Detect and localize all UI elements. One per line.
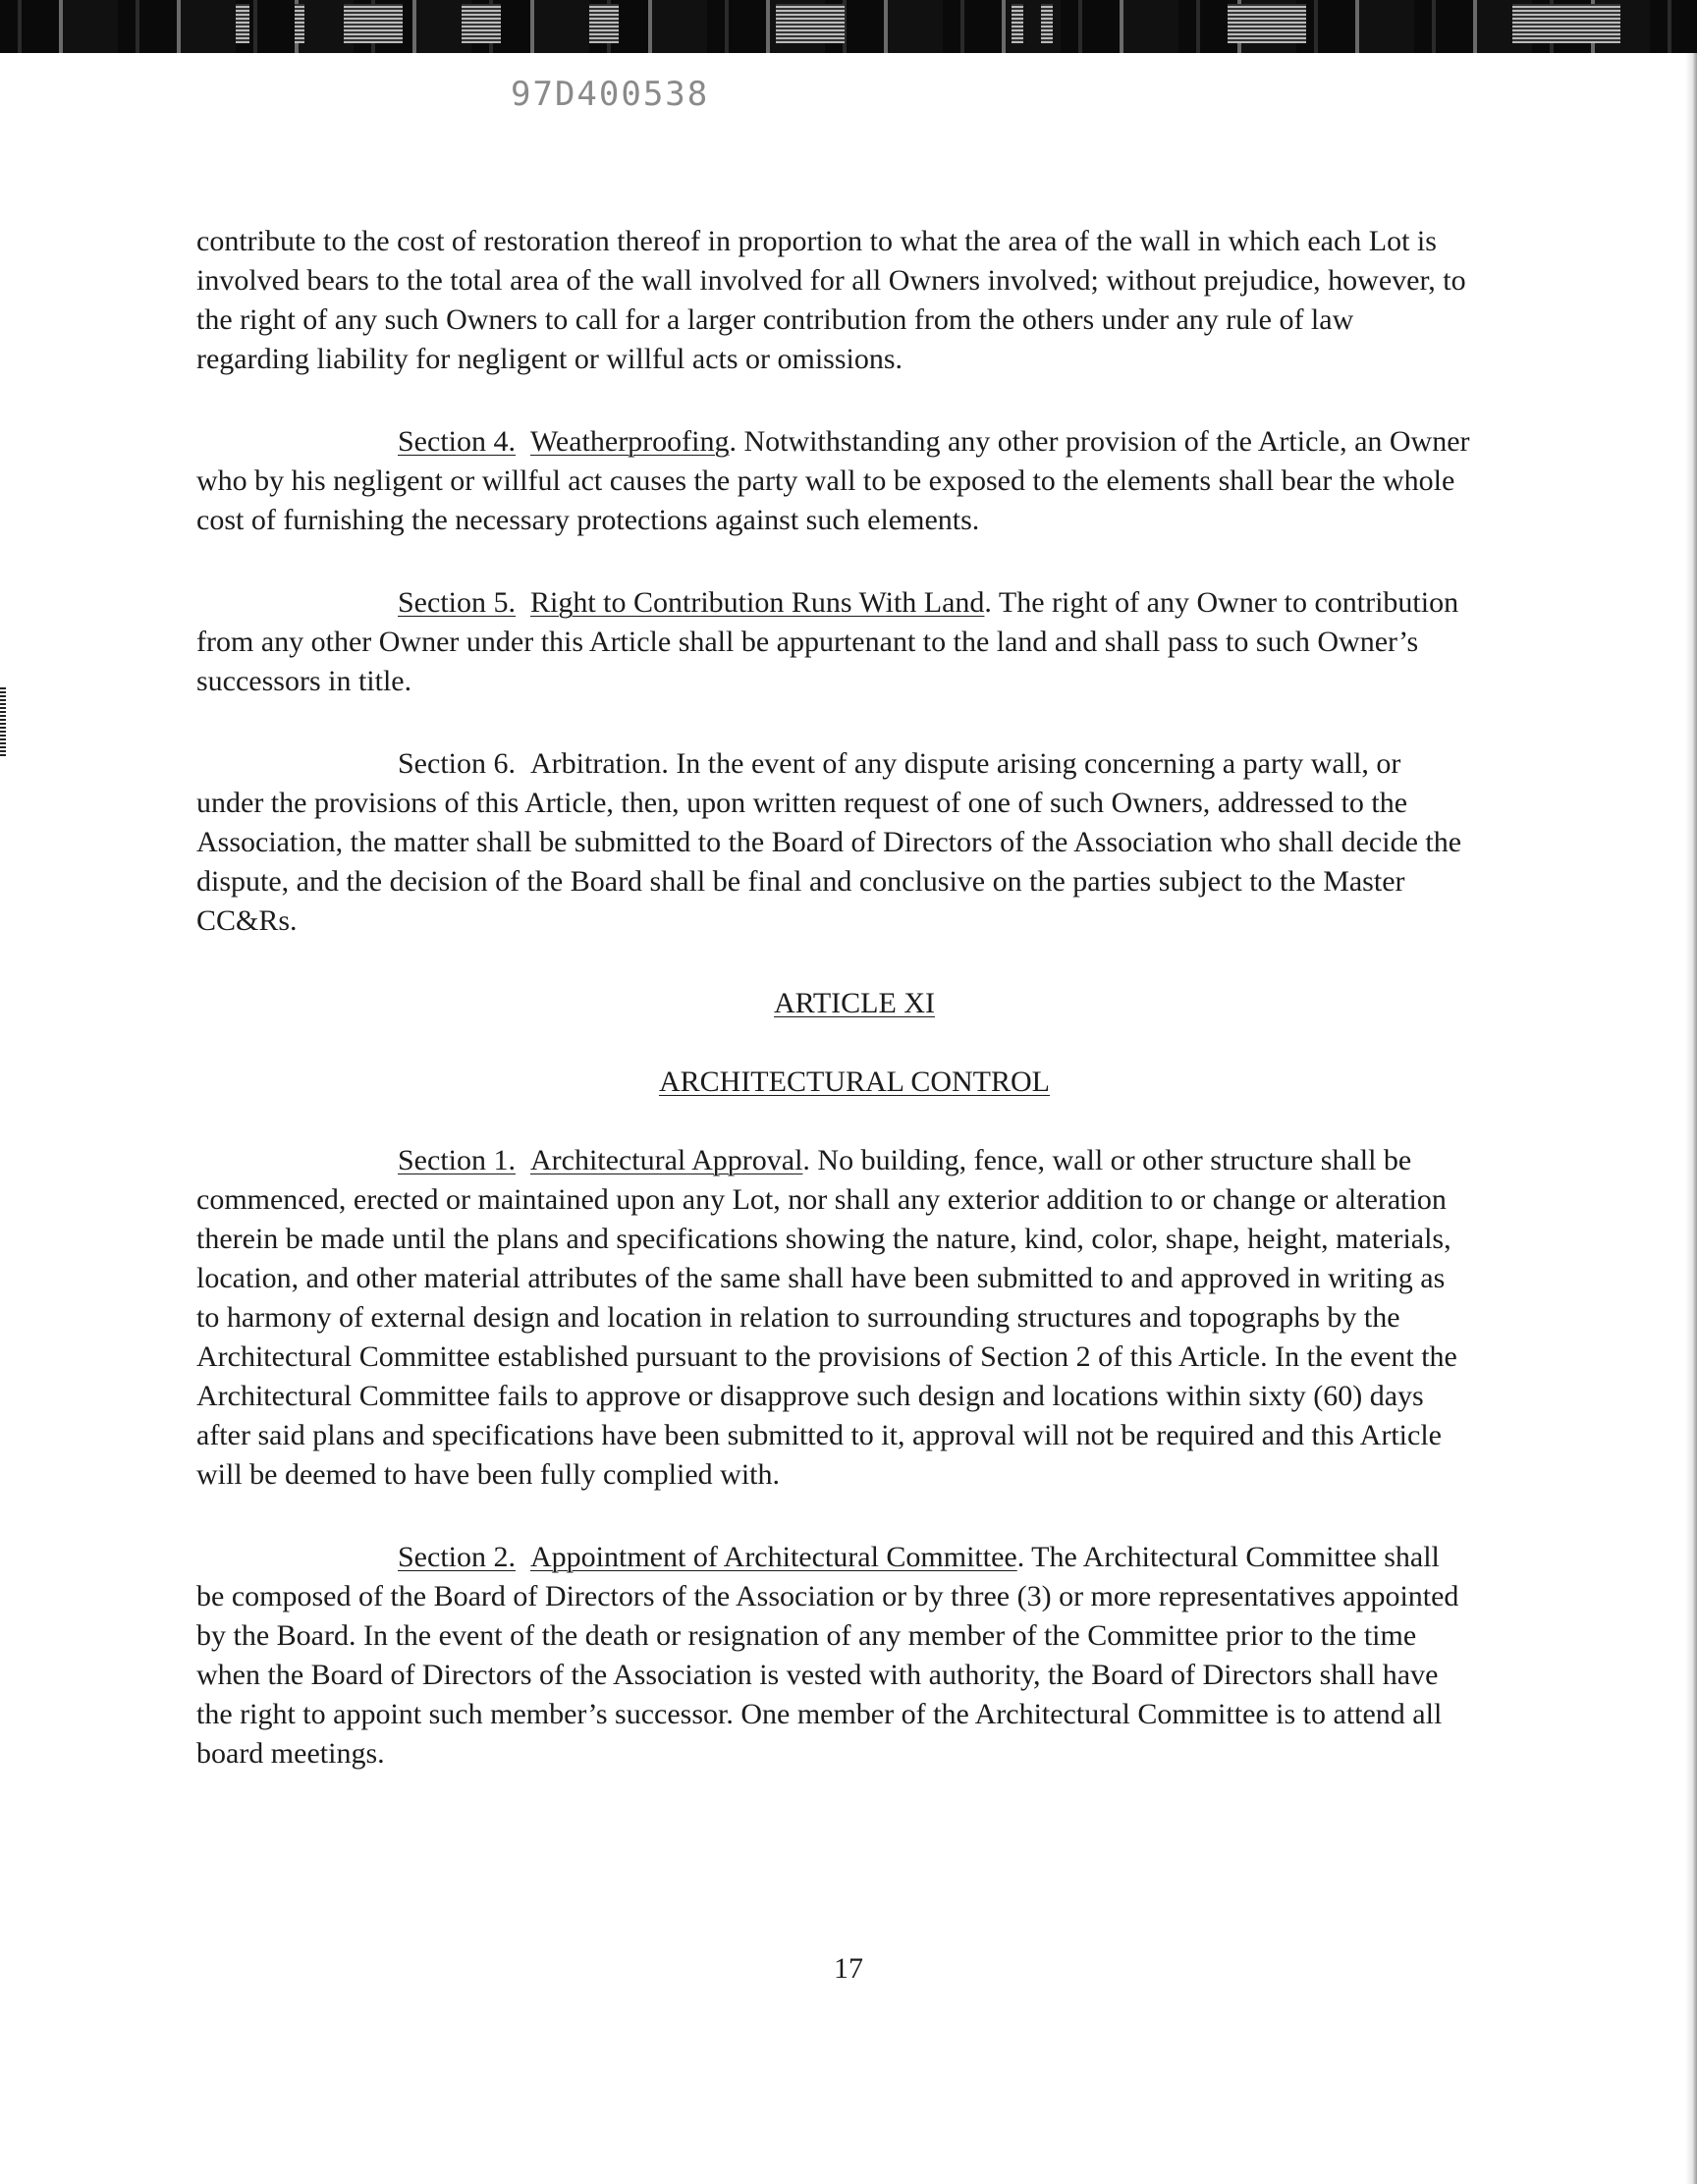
section-4-paragraph xyxy=(196,422,1473,540)
scan-speck xyxy=(1012,4,1023,43)
article-section-1-paragraph xyxy=(196,1141,1473,1495)
section-number: Section 4. xyxy=(398,425,516,458)
section-title: Arbitration xyxy=(530,747,662,780)
section-title: Right to Contribution Runs With Land xyxy=(530,586,985,619)
article-section-2-paragraph xyxy=(196,1538,1473,1774)
scan-speck xyxy=(295,4,304,43)
scan-speck xyxy=(589,4,619,43)
scan-speck xyxy=(1228,4,1306,43)
article-heading: ARTICLE XI xyxy=(773,987,935,1019)
scan-speck xyxy=(344,4,403,43)
section-text: . No building, fence, wall or other structure shall be commenced, erected or maintained upon any Lot, nor shall any exterior addition to or change or alteration therein be made until the plans and specifications showing the nature, kind, color, shape, height, materials, location, and other material attributes of the same shall have been submitted to and approved in writing as to harmony of external design and location in relation to surrounding structures and topographs by the Architectural Committee established pursuant to the provisions of Section 2 of this Article. In the event the Architectural Committee fails to approve or disapprove such design and locations within sixty (60) days after said plans and specifications have been submitted to it, approval will not be required and this Article will be deemed to have been fully complied with. xyxy=(196,1144,1457,1491)
section-6-paragraph xyxy=(196,744,1473,941)
section-text: . Notwithstanding any other provision of the Article, an Owner who by his negligent or willful act causes the party wall to be exposed to the elements shall bear the whole cost of furnishing the necessary protections against such elements. xyxy=(196,425,1470,536)
section-text: . In the event of any dispute arising concerning a party wall, or under the provisions of this Article, then, upon written request of one of such Owners, addressed to the Association, the matter shall be submitted to the Board of Directors of the Association who shall decide the dispute, and the decision of the Board shall be final and conclusive on the parties subject to the Master CC&Rs. xyxy=(196,747,1462,937)
page-edge-shadow xyxy=(1685,53,1697,2184)
section-number: Section 2. xyxy=(398,1541,516,1573)
section-text: . The Architectural Committee shall be composed of the Board of Directors of the Association or by three (3) or more representatives appointed by the Board. In the event of the death or resignation of any member of the Committee prior to the time when the Board of Directors of the Association is vested with authority, the Board of Directors shall have the right to appoint such member’s successor. One member of the Architectural Committee is to attend all board meetings. xyxy=(196,1541,1459,1770)
section-5-paragraph xyxy=(196,583,1473,701)
document-number: 97D400538 xyxy=(511,75,710,114)
section-number: Section 1. xyxy=(398,1144,516,1176)
scan-speck xyxy=(462,4,501,43)
section-number: Section 6. xyxy=(398,747,516,780)
section-title: Architectural Approval xyxy=(530,1144,803,1176)
scan-margin-mark xyxy=(0,687,6,756)
section-number: Section 5. xyxy=(398,586,516,619)
section-text: . The right of any Owner to contribution from any other Owner under this Article shall be appurtenant to the land and shall pass to such Owner’s successors in title. xyxy=(196,586,1459,697)
document-body xyxy=(196,222,1473,1817)
scan-speck xyxy=(236,4,249,43)
article-subheading: ARCHITECTURAL CONTROL xyxy=(658,1065,1051,1098)
section-title: Appointment of Architectural Committee xyxy=(530,1541,1017,1573)
scan-speck xyxy=(1041,4,1053,43)
section-title: Weatherproofing xyxy=(530,425,730,458)
continuation-paragraph: contribute to the cost of restoration thereof in proportion to what the area of the wall in which each Lot is involved bears to the total area of the wall involved for all Owners involved; without prejudice, however, to the right of any such Owners to call for a larger contribution from the others under any rule of law regarding liability for negligent or willful acts or omissions. xyxy=(196,225,1466,375)
page-number: 17 xyxy=(834,1952,863,1985)
scan-speck xyxy=(1512,4,1620,43)
scan-artifact-band xyxy=(0,0,1697,53)
scan-speck xyxy=(776,4,845,43)
